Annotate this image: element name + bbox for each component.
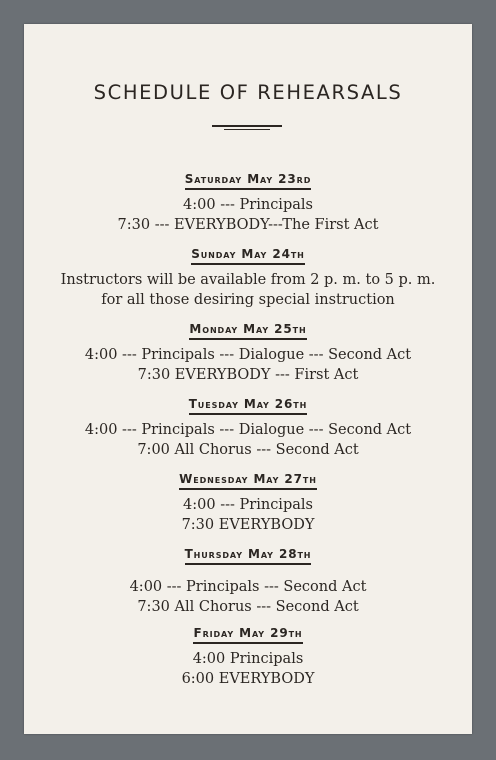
day-section-saturday (24, 168, 472, 235)
schedule-line: 7:00 All Chorus --- Second Act (137, 442, 359, 458)
day-heading: Wednesday May 27th (179, 472, 317, 490)
day-heading: Sunday May 24th (191, 247, 305, 265)
day-heading: Thursday May 28th (185, 547, 312, 565)
day-section-tuesday (24, 393, 472, 460)
day-heading: Friday May 29th (193, 626, 302, 644)
day-section-monday (24, 318, 472, 385)
schedule-line: 7:30 --- EVERYBODY---The First Act (117, 217, 379, 233)
day-section-sunday (24, 243, 472, 310)
schedule-card (24, 24, 472, 734)
day-heading: Tuesday May 26th (189, 397, 308, 415)
day-section-wednesday (24, 468, 472, 535)
schedule-line: 6:00 EVERYBODY (181, 671, 315, 687)
schedule-line: for all those desiring special instruction (101, 292, 395, 308)
schedule-line: 4:00 --- Principals --- Second Act (129, 579, 367, 595)
schedule-line: 4:00 --- Principals (183, 197, 313, 213)
schedule-line: Instructors will be available from 2 p. m. to 5 p. m. (60, 272, 436, 288)
schedule-line: 4:00 --- Principals (183, 497, 313, 513)
schedule-line: 7:30 EVERYBODY --- First Act (137, 367, 359, 383)
schedule-line: 7:30 All Chorus --- Second Act (137, 599, 359, 615)
schedule-line: 4:00 --- Principals --- Dialogue --- Second Act (84, 422, 412, 438)
day-heading: Saturday May 23rd (185, 172, 312, 190)
schedule-line: 4:00 --- Principals --- Dialogue --- Second Act (84, 347, 412, 363)
schedule-line: 7:30 EVERYBODY (181, 517, 315, 533)
day-heading: Monday May 25th (189, 322, 306, 340)
title-divider (212, 125, 282, 130)
day-section-friday (24, 622, 472, 689)
schedule-line: 4:00 Principals (192, 651, 304, 667)
day-section-thursday (24, 543, 472, 617)
document-title: SCHEDULE OF REHEARSALS (93, 81, 403, 104)
